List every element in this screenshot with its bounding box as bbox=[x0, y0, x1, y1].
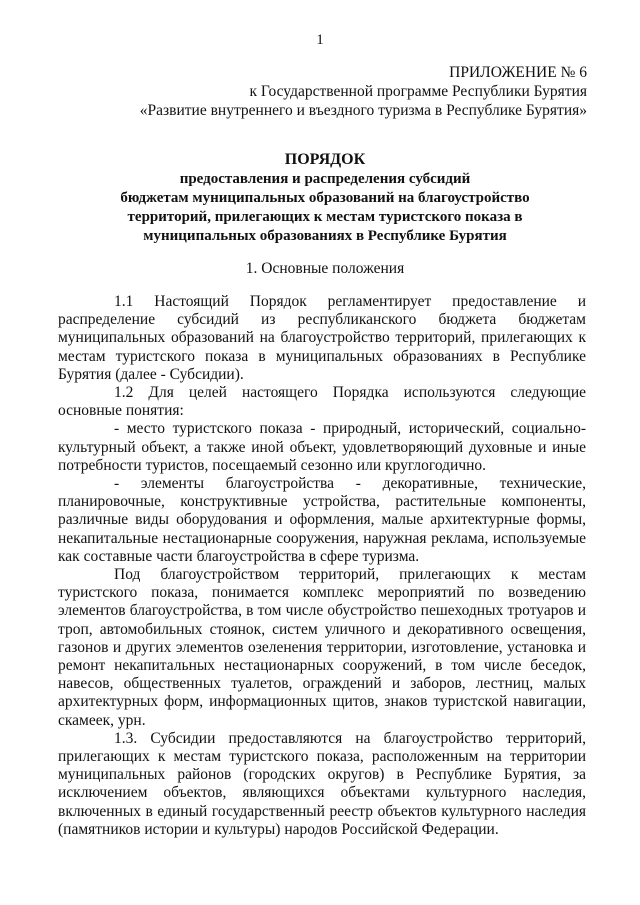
title-line: бюджетам муниципальных образований на благоустройство bbox=[120, 190, 530, 206]
paragraph: 1.3. Субсидии предоставляются на благоустройство территорий, прилегающих к местам туристского показа, расположенным на территории муниципальных районов (городских округов) в Республике Бурятия, за исключением объектов, являющихся объектами культурного наследия, включенных в единый государственный реестр объектов культурного наследия (памятников истории и культуры) народов Российской Федерации. bbox=[58, 729, 586, 838]
paragraph: 1.2 Для целей настоящего Порядка используются следующие основные понятия: bbox=[58, 384, 586, 420]
title-line: предоставления и распределения субсидий bbox=[179, 171, 471, 187]
paragraph: Под благоустройством территорий, прилегающих к местам туристского показа, понимается комплекс мероприятий по возведению элементов благоустройства, в том числе обустройство пешеходных тротуаров и троп, автомобильных стоянок, систем уличного и декоративного освещения, газонов и других элементов озеленения территории, изготовление, установка и ремонт некапитальных нестационарных сооружений, в том числе беседок, навесов, общественных туалетов, ограждений и заборов, лестниц, малых архитектурных форм, информационных щитов, знаков туристской навигации, скамеек, урн. bbox=[58, 566, 586, 729]
paragraph: - место туристского показа - природный, исторический, социально-культурный объект, а также иной объект, удовлетворяющий духовные и иные потребности туристов, посещаемый сезонно или круглогодично. bbox=[58, 420, 586, 474]
document-title bbox=[60, 150, 590, 246]
paragraph: 1.1 Настоящий Порядок регламентирует предоставление и распределение субсидий из республиканского бюджета бюджетам муниципальных образований на благоустройство территорий, прилегающих к местам туристского показа в муниципальных образованиях в Республике Бурятия (далее - Субсидии). bbox=[58, 293, 586, 383]
paragraph: - элементы благоустройства - декоративные, технические, планировочные, конструктивные устройства, растительные компоненты, различные виды оборудования и оформления, малые архитектурные формы, некапитальные нестационарные сооружения, наружная реклама, используемые как составные части благоустройства в сфере туризма. bbox=[58, 475, 586, 565]
appendix-header bbox=[140, 63, 587, 120]
title-line: муниципальных образованиях в Республике Бурятия bbox=[143, 228, 507, 244]
appendix-program-name: «Развитие внутреннего и въездного туризма в Республике Бурятия» bbox=[139, 102, 587, 119]
appendix-program-ref: к Государственной программе Республики Бурятия bbox=[249, 83, 587, 100]
section-heading: 1. Основные положения bbox=[245, 260, 405, 277]
title-main: ПОРЯДОК bbox=[284, 151, 366, 168]
document-body bbox=[58, 293, 586, 839]
page-number: 1 bbox=[316, 32, 324, 48]
appendix-number: ПРИЛОЖЕНИЕ № 6 bbox=[449, 64, 587, 81]
title-line: территорий, прилегающих к местам туристского показа в bbox=[127, 209, 523, 225]
